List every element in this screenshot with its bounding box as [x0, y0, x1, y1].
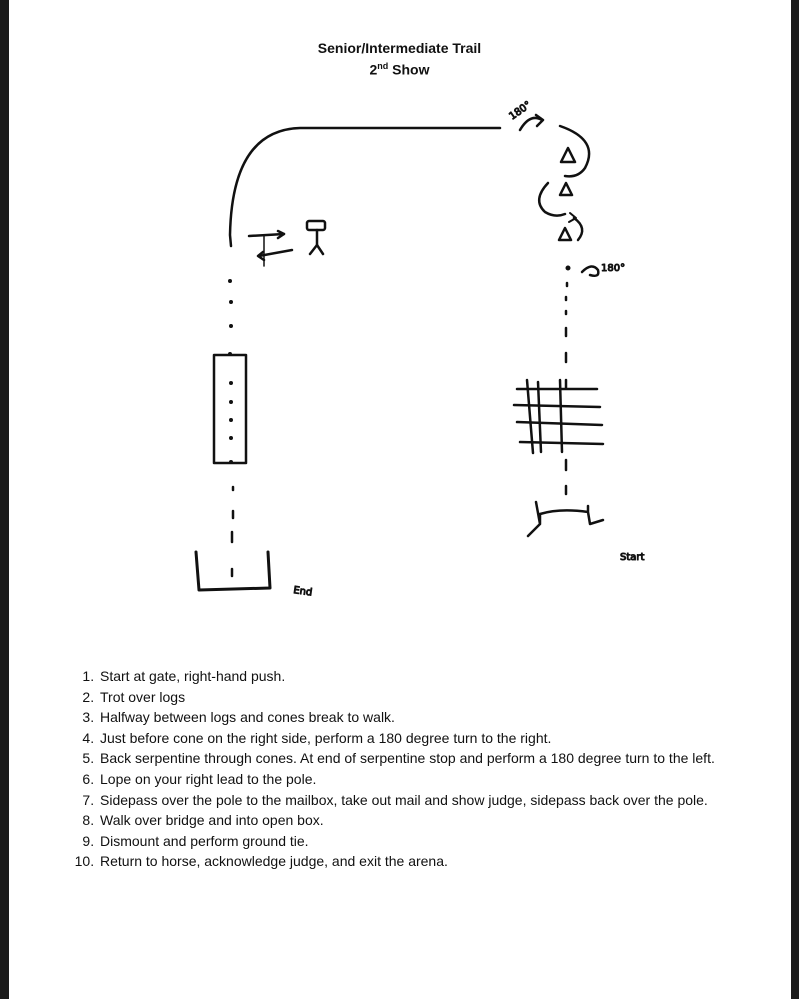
cone-3 — [559, 228, 571, 240]
mailbox-icon — [307, 221, 325, 254]
subtitle-ordinal: nd — [377, 61, 389, 71]
walk-path-box — [232, 487, 233, 576]
trot-logs — [514, 380, 603, 453]
turn-180-label-upper: 180° — [507, 99, 534, 123]
lower-turn-arrow — [582, 266, 598, 275]
lope-path — [230, 128, 500, 246]
list-item: 9. Dismount and perform ground tie. — [98, 831, 768, 852]
list-item: 6. Lope on your right lead to the pole. — [98, 769, 768, 790]
subtitle-number: 2 — [369, 61, 378, 78]
subtitle-word: Show — [392, 61, 430, 78]
list-item: 1. Start at gate, right-hand push. — [98, 666, 768, 687]
serpentine-arc-3 — [574, 218, 582, 240]
page-title: Senior/Intermediate Trail — [317, 40, 482, 56]
list-item: 8. Walk over bridge and into open box. — [98, 810, 768, 831]
turn-180-label-lower: 180° — [601, 263, 626, 274]
start-gate — [528, 502, 603, 536]
list-item: 4. Just before cone on the right side, perform a 180 degree turn to the right. — [98, 728, 768, 749]
list-item: 3. Halfway between logs and cones break to walk. — [98, 707, 768, 728]
instruction-list — [70, 666, 768, 872]
cone-1 — [561, 148, 575, 162]
bridge — [214, 355, 246, 463]
serpentine-arrowhead — [569, 213, 576, 222]
sidepass-pole — [249, 231, 292, 266]
list-item: 10. Return to horse, acknowledge judge, and exit the arena. — [98, 851, 768, 872]
bridge-dots — [228, 352, 233, 464]
serpentine-arc-1 — [560, 126, 589, 176]
serpentine-arc-2 — [539, 183, 565, 216]
trail-dot — [566, 266, 570, 270]
cone-2 — [560, 183, 572, 195]
top-turn-arrowhead — [536, 115, 543, 126]
list-item: 5. Back serpentine through cones. At end of serpentine stop and perform a 180 degree turn to the left. — [98, 748, 768, 769]
list-item: 2. Trot over logs — [98, 687, 768, 708]
list-item: 7. Sidepass over the pole to the mailbox, take out mail and show judge, sidepass back over the pole. — [98, 790, 768, 811]
start-label: Start — [620, 552, 645, 563]
end-label: End — [292, 585, 313, 599]
walk-path-left — [228, 279, 233, 328]
